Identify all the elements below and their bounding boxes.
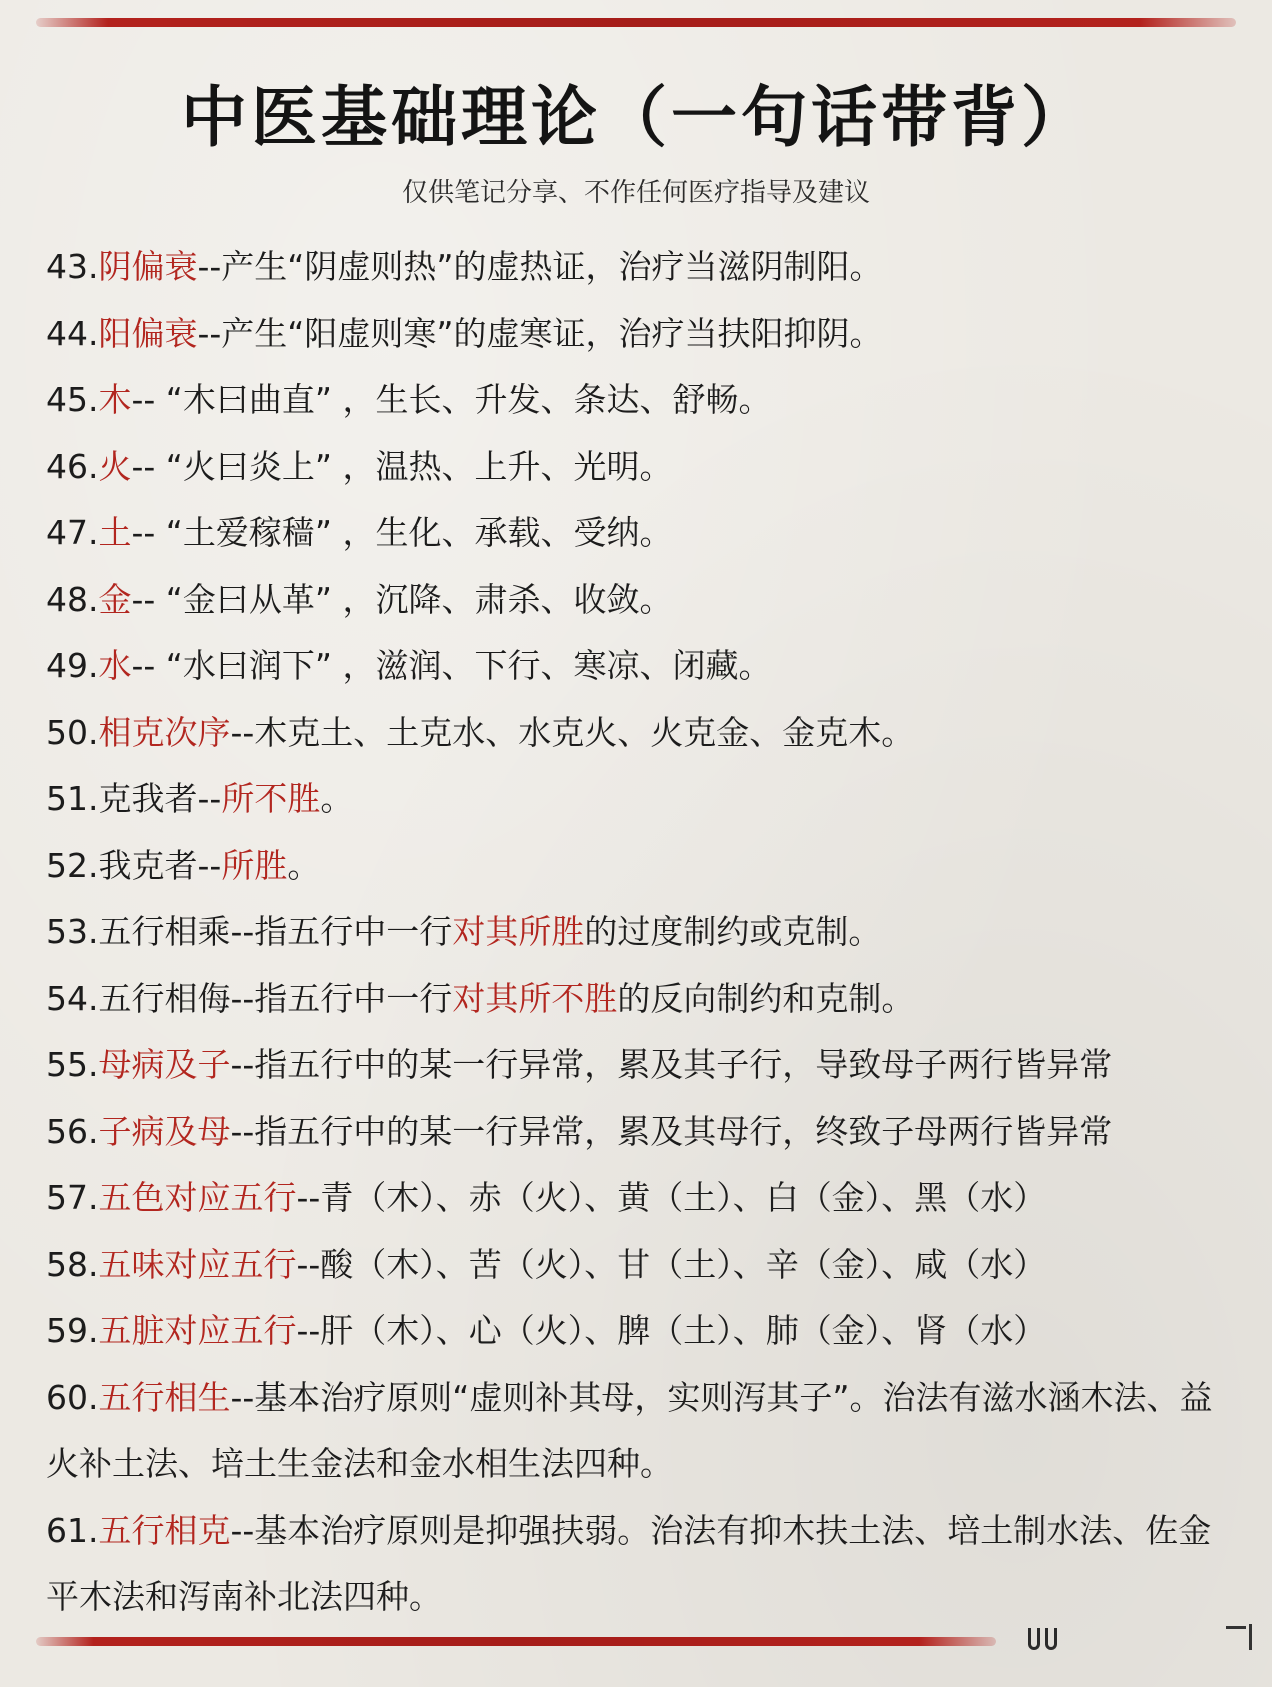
- item-text: --产生“阴虚则热”的虚热证，治疗当滋阴制阳。: [197, 247, 883, 286]
- item-number: 54.: [46, 978, 99, 1018]
- item-number: 56.: [46, 1111, 99, 1151]
- highlight-term: 金: [98, 579, 132, 619]
- highlight-term: 阳偏衰: [98, 313, 198, 353]
- corner-bracket-icon: [1226, 1624, 1252, 1650]
- highlight-term: 五行相生: [98, 1377, 231, 1417]
- highlight-term: 对其所不胜: [452, 978, 618, 1018]
- highlight-term: 火: [98, 446, 132, 486]
- highlight-term: 五味对应五行: [98, 1244, 297, 1284]
- list-item: [46, 833, 1236, 900]
- item-text: -- “火曰炎上” ，温热、上升、光明。: [131, 446, 673, 486]
- page-subtitle: 仅供笔记分享、不作任何医疗指导及建议: [401, 178, 870, 208]
- item-number: 51.: [46, 779, 99, 818]
- highlight-term: 所胜: [221, 845, 288, 885]
- list-item: [46, 434, 1236, 501]
- item-text: --肝（木）、心（火）、脾（土）、肺（金）、肾（水）: [296, 1311, 1047, 1350]
- item-text: 。: [287, 845, 321, 885]
- highlight-term: 相克次序: [98, 712, 231, 752]
- list-item: [46, 1232, 1236, 1299]
- item-text: 的过度制约或克制。: [584, 912, 882, 951]
- list-item: [46, 1498, 1236, 1631]
- list-item: [46, 500, 1236, 567]
- item-number: 43.: [46, 247, 99, 286]
- item-number: 52.: [46, 845, 99, 885]
- highlight-term: 五色对应五行: [98, 1178, 297, 1217]
- list-item: [46, 899, 1236, 966]
- item-text: 五行相侮--指五行中一行: [98, 978, 453, 1018]
- item-number: 60.: [46, 1377, 99, 1417]
- highlight-term: 土: [98, 513, 132, 552]
- list-item: [46, 301, 1236, 368]
- item-number: 45.: [46, 380, 99, 419]
- list-item: [46, 1365, 1236, 1498]
- bottom-red-brush-divider: [36, 1637, 996, 1646]
- list-item: [46, 966, 1236, 1033]
- list-item: [46, 766, 1236, 833]
- highlight-term: 木: [98, 380, 132, 419]
- item-text: --指五行中的某一行异常，累及其子行，导致母子两行皆异常: [230, 1045, 1113, 1084]
- highlight-term: 子病及母: [98, 1111, 231, 1151]
- item-text: --基本治疗原则是抑强扶弱。治法有抑木扶土法、培土制水法、佐金平木法和泻南补北法四种。: [46, 1510, 1212, 1616]
- item-text: -- “金曰从革” ，沉降、肃杀、收敛。: [131, 579, 673, 619]
- watermark-logo-icon: [1028, 1624, 1078, 1650]
- list-item: [46, 1032, 1236, 1099]
- item-text: 。: [320, 779, 354, 818]
- item-number: 48.: [46, 579, 99, 619]
- highlight-term: 五脏对应五行: [98, 1311, 297, 1350]
- highlight-term: 阴偏衰: [98, 247, 198, 286]
- item-number: 50.: [46, 712, 99, 752]
- item-text: --指五行中的某一行异常，累及其母行，终致子母两行皆异常: [230, 1111, 1113, 1151]
- page-title: 中医基础理论（一句话带背）: [181, 79, 1091, 156]
- item-text: --青（木）、赤（火）、黄（土）、白（金）、黑（水）: [296, 1178, 1047, 1217]
- item-number: 47.: [46, 513, 99, 552]
- item-text: -- “水曰润下” ，滋润、下行、寒凉、闭藏。: [131, 646, 772, 685]
- list-item: [46, 567, 1236, 634]
- list-item: [46, 633, 1236, 700]
- item-text: 我克者--: [98, 845, 222, 885]
- item-text: --酸（木）、苦（火）、甘（土）、辛（金）、咸（水）: [296, 1244, 1047, 1284]
- item-number: 46.: [46, 446, 99, 486]
- item-text: --产生“阳虚则寒”的虚寒证，治疗当扶阳抑阴。: [197, 313, 883, 353]
- item-number: 49.: [46, 646, 99, 685]
- item-text: 五行相乘--指五行中一行: [98, 912, 453, 951]
- item-text: -- “木曰曲直” ，生长、升发、条达、舒畅。: [131, 380, 772, 419]
- item-number: 55.: [46, 1045, 99, 1084]
- top-red-brush-divider: [36, 18, 1236, 27]
- item-text: --木克土、土克水、水克火、火克金、金克木。: [230, 712, 915, 752]
- item-text: 的反向制约和克制。: [617, 978, 915, 1018]
- note-list: [46, 234, 1236, 1631]
- item-number: 61.: [46, 1510, 99, 1550]
- item-number: 53.: [46, 912, 99, 951]
- list-item: [46, 700, 1236, 767]
- item-text: -- “土爱稼穑” ，生化、承载、受纳。: [131, 513, 673, 552]
- highlight-term: 所不胜: [221, 779, 321, 818]
- item-text: --基本治疗原则“虚则补其母，实则泻其子”。治法有滋水涵木法、益火补土法、培土生金法和金水相生法四种。: [46, 1377, 1213, 1483]
- list-item: [46, 1165, 1236, 1232]
- highlight-term: 五行相克: [98, 1510, 231, 1550]
- list-item: [46, 1099, 1236, 1166]
- item-number: 57.: [46, 1178, 99, 1217]
- list-item: [46, 367, 1236, 434]
- highlight-term: 水: [98, 646, 132, 685]
- list-item: [46, 1298, 1236, 1365]
- highlight-term: 母病及子: [98, 1045, 231, 1084]
- list-item: [46, 234, 1236, 301]
- item-number: 58.: [46, 1244, 99, 1284]
- item-number: 59.: [46, 1311, 99, 1350]
- highlight-term: 对其所胜: [452, 912, 585, 951]
- item-text: 克我者--: [98, 779, 222, 818]
- item-number: 44.: [46, 313, 99, 353]
